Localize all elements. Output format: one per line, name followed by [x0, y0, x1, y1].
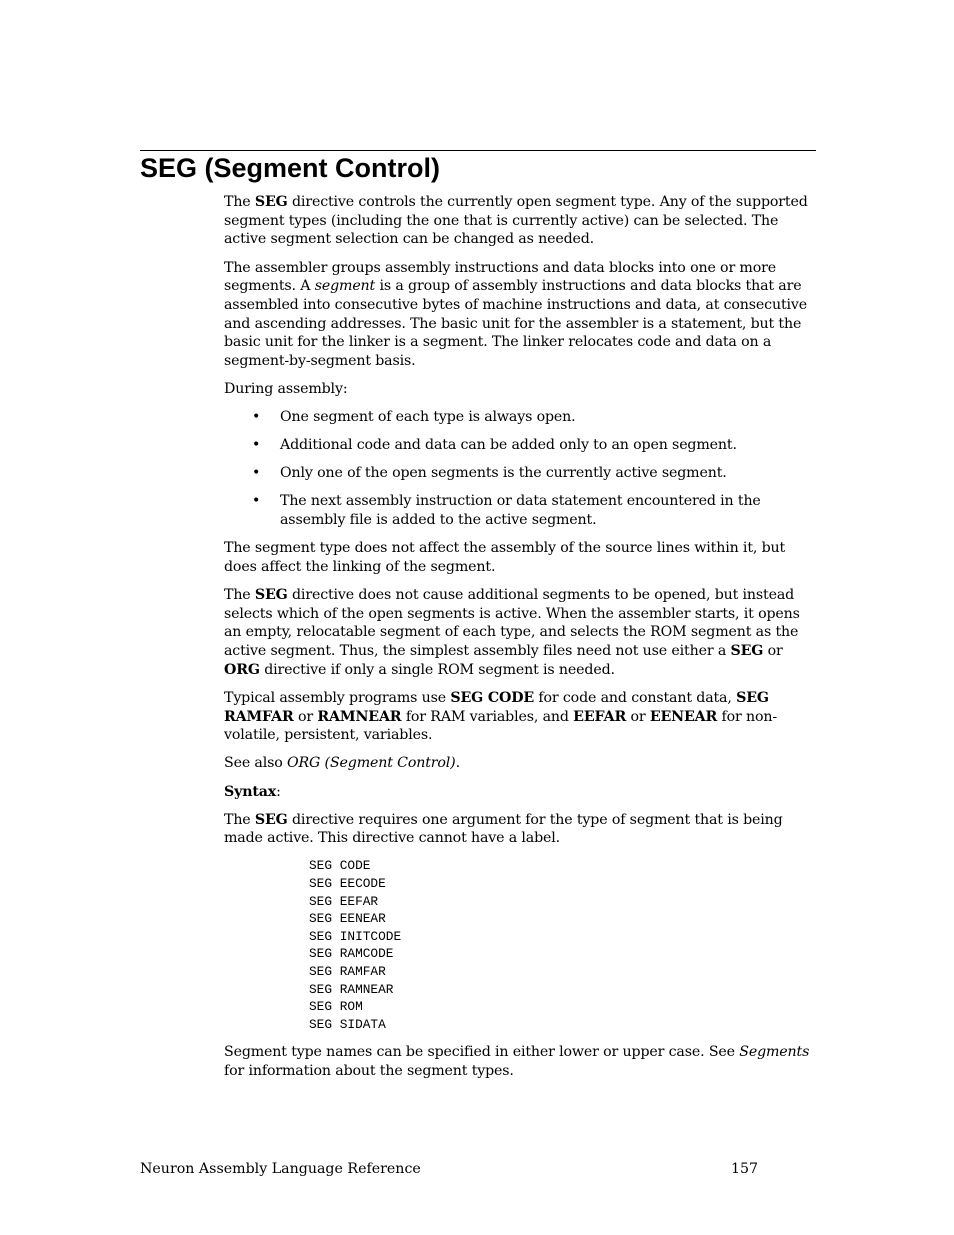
text-run: The assembler groups assembly instructions and data blocks into one or more segments. A [224, 259, 777, 295]
code-line: SEG RAMFAR [309, 964, 386, 980]
cross-reference-link[interactable]: Segments [739, 1043, 810, 1060]
syntax-description-paragraph [224, 811, 816, 848]
bullet-icon: • [252, 465, 261, 482]
segment-definition-paragraph [224, 259, 816, 371]
seg-behavior-paragraph [224, 586, 816, 680]
list-item-text: One segment of each type is always open. [280, 409, 576, 426]
list-item-text: Additional code and data can be added only to an open segment. [280, 437, 737, 454]
list-item [224, 436, 816, 455]
term-segment: segment [314, 278, 376, 295]
keyword-seg: SEG [254, 194, 288, 210]
bullet-icon: • [252, 409, 261, 426]
typical-usage-paragraph [224, 689, 816, 745]
keyword-seg: SEG [730, 643, 764, 660]
code-line: SEG RAMCODE [309, 946, 394, 962]
assembly-rules-list [224, 408, 816, 530]
list-item [224, 464, 816, 483]
text-run: directive controls the currently open segment type. Any of the supported segment types (including the one that is currently active) can be selected. The active segment selection can be changed as needed. [224, 194, 808, 248]
intro-paragraph [224, 193, 816, 249]
keyword-seg-ramfar: SEG RAMFAR [224, 689, 769, 725]
body-content [224, 193, 816, 1090]
keyword-ramnear: RAMNEAR [317, 708, 402, 725]
syntax-heading [224, 783, 816, 802]
page-title: SEG (Segment Control) [140, 153, 441, 183]
keyword-seg: SEG [254, 587, 288, 604]
text-run: Segment type names can be specified in either lower or upper case. See [224, 1043, 740, 1060]
text-run: directive does not cause additional segments to be opened, but instead selects which of the open segments is active. When the assembler starts, it opens an empty, relocatable segment of each type, and selects the ROM segment as the active segment. Thus, the simplest assembly files need not use either a [224, 587, 800, 660]
bullet-icon: • [252, 493, 261, 510]
list-item-text: The next assembly instruction or data statement encountered in the assembly file is added to the active segment. [280, 493, 761, 529]
code-line: SEG SIDATA [309, 1016, 386, 1032]
footer-page-number: 157 [731, 1161, 759, 1177]
text-run: for non-volatile, persistent, variables. [224, 708, 778, 744]
code-line: SEG CODE [309, 858, 371, 874]
list-item [224, 492, 816, 529]
during-assembly-paragraph: During assembly: [224, 381, 348, 398]
text-run: . [455, 755, 460, 772]
text-run: for RAM variables, and [401, 708, 574, 725]
keyword-seg: SEG [254, 811, 288, 828]
code-line: SEG RAMNEAR [309, 981, 394, 997]
text-run: The [224, 194, 255, 210]
keyword-eefar: EEFAR [573, 708, 627, 725]
text-run: or [763, 643, 783, 660]
cross-reference-link[interactable]: ORG (Segment Control) [287, 755, 456, 772]
list-item [224, 408, 816, 427]
text-run: or [293, 708, 318, 725]
list-item-text: Only one of the open segments is the currently active segment. [280, 465, 727, 482]
text-run: See also [224, 755, 287, 772]
segment-type-paragraph: The segment type does not affect the assembly of the source lines within it, but does affect the linking of the segment. [224, 540, 786, 575]
syntax-label: Syntax [224, 783, 277, 800]
code-line: SEG EECODE [309, 876, 386, 892]
code-line: SEG EEFAR [309, 893, 379, 909]
text-run: or [626, 708, 650, 725]
text-run: for information about the segment types. [224, 1062, 514, 1079]
code-line: SEG INITCODE [309, 928, 402, 944]
text-run: is a group of assembly instructions and data blocks that are assembled into consecutive bytes of machine instructions and data, at consecutive and ascending addresses. The basic unit for the assembler is a statement, but the basic unit for the linker is a segment. The linker relocates code and data on a segment-by-segment basis. [224, 278, 808, 370]
text-run: The [224, 587, 255, 604]
text-run: The [224, 811, 255, 828]
text-run: for code and constant data, [534, 689, 737, 706]
case-note-paragraph [224, 1043, 816, 1080]
see-also-paragraph [224, 754, 816, 773]
bullet-icon: • [252, 437, 261, 454]
text-run: directive requires one argument for the type of segment that is being made active. This directive cannot have a label. [224, 811, 783, 847]
keyword-eenear: EENEAR [649, 708, 718, 725]
code-line: SEG ROM [309, 999, 363, 1015]
syntax-code-block [309, 857, 816, 1033]
syntax-colon: : [276, 783, 281, 800]
text-run: directive if only a single ROM segment is needed. [259, 661, 615, 678]
code-line: SEG EENEAR [309, 911, 386, 927]
footer-book-title: Neuron Assembly Language Reference [140, 1161, 421, 1177]
text-run: Typical assembly programs use [224, 689, 451, 706]
keyword-seg-code: SEG CODE [450, 689, 535, 706]
keyword-org: ORG [224, 661, 260, 678]
